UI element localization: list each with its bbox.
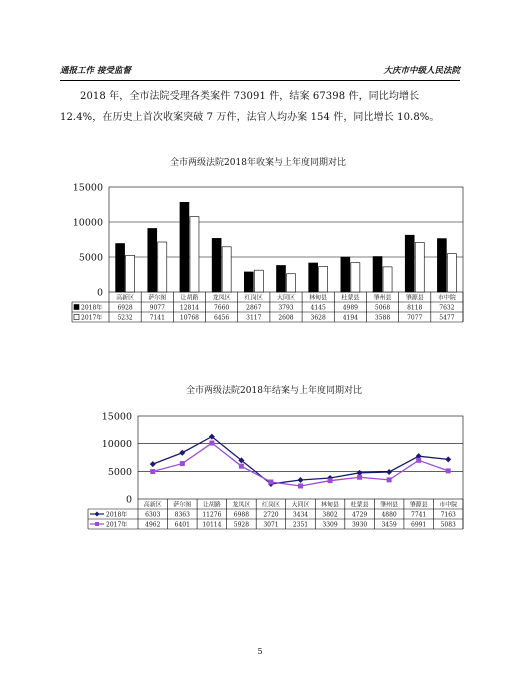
y-tick-label: 5000 — [107, 466, 132, 478]
x-tick-label: 龙凤区 — [212, 294, 231, 302]
data-label: 8118 — [407, 304, 423, 312]
data-label: 3071 — [263, 521, 279, 529]
point-series-2 — [328, 478, 333, 483]
x-tick-label: 让胡路 — [180, 294, 199, 302]
chart-title: 全市两级法院2018年结案与上年度同期对比 — [186, 386, 362, 396]
data-label: 4962 — [145, 521, 161, 529]
summary-paragraph: 2018 年，全市法院受理各类案件 73091 件，结案 67398 件，同比均增长 12.4%，在历史上首次收案突破 7 万件，法官人均办案 154 件，同比增长 10.8%。 — [60, 91, 440, 123]
data-label: 7660 — [213, 304, 230, 312]
point-series-2 — [268, 480, 273, 485]
x-tick-label: 高新区 — [143, 501, 162, 509]
x-tick-label: 龙凤区 — [232, 501, 251, 509]
data-label: 3459 — [381, 521, 397, 529]
point-series-1 — [179, 450, 185, 456]
data-label: 2867 — [246, 304, 262, 312]
x-tick-label: 市中院 — [437, 294, 456, 302]
point-series-2 — [446, 468, 451, 473]
point-series-2 — [180, 461, 185, 466]
y-tick-label: 10000 — [101, 439, 132, 451]
point-series-2 — [150, 469, 155, 474]
x-tick-label: 肇源县 — [405, 294, 424, 302]
x-tick-label: 林甸县 — [321, 501, 340, 509]
data-label: 7163 — [440, 511, 456, 519]
data-label: 4145 — [310, 304, 326, 312]
y-tick-label: 15000 — [101, 411, 132, 423]
data-label: 9077 — [149, 304, 165, 312]
legend-key — [95, 512, 100, 517]
legend-label: 2017年 — [106, 521, 128, 529]
x-tick-label: 肇源县 — [409, 501, 428, 509]
legend-key — [95, 522, 99, 526]
data-label: 5928 — [233, 521, 250, 529]
data-label: 11276 — [202, 511, 222, 519]
data-label: 7632 — [439, 304, 455, 312]
x-tick-label: 杜蒙县 — [341, 294, 360, 302]
x-tick-label: 市中院 — [439, 501, 458, 509]
x-tick-label: 大同区 — [291, 501, 310, 509]
data-label: 3802 — [322, 511, 338, 519]
point-series-2 — [239, 464, 244, 469]
point-series-2 — [209, 441, 214, 446]
data-label: 2720 — [263, 511, 279, 519]
y-tick-label: 10000 — [72, 217, 103, 229]
x-tick-label: 杜蒙县 — [350, 501, 369, 509]
y-tick-label: 5000 — [78, 252, 103, 264]
data-label: 4729 — [351, 511, 368, 519]
legend-label: 2017年 — [81, 314, 103, 322]
data-label: 4194 — [342, 314, 359, 322]
point-series-2 — [387, 477, 392, 482]
data-label: 3588 — [374, 314, 391, 322]
data-label: 5068 — [374, 304, 391, 312]
data-label: 6456 — [213, 314, 230, 322]
point-series-2 — [357, 475, 362, 480]
chart-title: 全市两级法院2018年收案与上年度同期对比 — [170, 158, 346, 168]
data-label: 3930 — [351, 521, 368, 529]
point-series-1 — [150, 461, 156, 467]
data-label: 2608 — [278, 314, 294, 322]
point-series-1 — [445, 456, 451, 462]
x-tick-label: 让胡路 — [202, 501, 221, 509]
x-tick-label: 红岗区 — [261, 501, 280, 509]
y-tick-label: 15000 — [72, 182, 103, 194]
point-series-2 — [416, 458, 421, 463]
data-label: 3309 — [322, 521, 338, 529]
point-series-1 — [386, 469, 392, 475]
y-tick-label: 0 — [125, 494, 132, 506]
x-tick-label: 林甸县 — [309, 294, 328, 302]
point-series-2 — [298, 483, 303, 488]
data-label: 7141 — [149, 314, 165, 322]
data-label: 3434 — [292, 511, 309, 519]
header-court-name: 大庆市中级人民法院 — [383, 66, 460, 76]
data-label: 6928 — [117, 304, 133, 312]
data-label: 5083 — [440, 521, 456, 529]
data-label: 2351 — [292, 521, 309, 529]
x-tick-label: 肇州县 — [380, 501, 399, 509]
data-label: 5232 — [117, 314, 133, 322]
x-tick-label: 萨尔图 — [173, 501, 192, 509]
data-label: 3117 — [246, 314, 262, 322]
data-label: 6401 — [174, 521, 190, 529]
x-tick-label: 大同区 — [276, 294, 296, 302]
data-label: 6988 — [233, 511, 250, 519]
data-label: 4989 — [342, 304, 359, 312]
data-label: 6303 — [145, 511, 161, 519]
legend-label: 2018年 — [106, 511, 128, 519]
x-tick-label: 肇州县 — [373, 294, 392, 302]
point-series-1 — [298, 477, 304, 483]
y-tick-label: 0 — [96, 287, 103, 299]
data-label: 6991 — [411, 521, 427, 529]
data-label: 7741 — [411, 511, 427, 519]
data-label: 8363 — [174, 511, 190, 519]
page-number: 5 — [257, 647, 263, 656]
data-label: 4880 — [381, 511, 397, 519]
data-label: 3793 — [278, 304, 294, 312]
data-label: 10114 — [202, 521, 222, 529]
legend-label: 2018年 — [81, 304, 103, 312]
data-label: 7077 — [407, 314, 423, 322]
x-tick-label: 红岗区 — [244, 294, 263, 302]
data-label: 10768 — [179, 314, 200, 322]
data-label: 5477 — [439, 314, 455, 322]
header-slogan: 通报工作 接受监督 — [60, 66, 131, 76]
x-tick-label: 高新区 — [116, 294, 135, 302]
x-tick-label: 萨尔图 — [148, 294, 167, 302]
data-label: 3628 — [310, 314, 326, 322]
data-label: 12814 — [179, 304, 200, 312]
